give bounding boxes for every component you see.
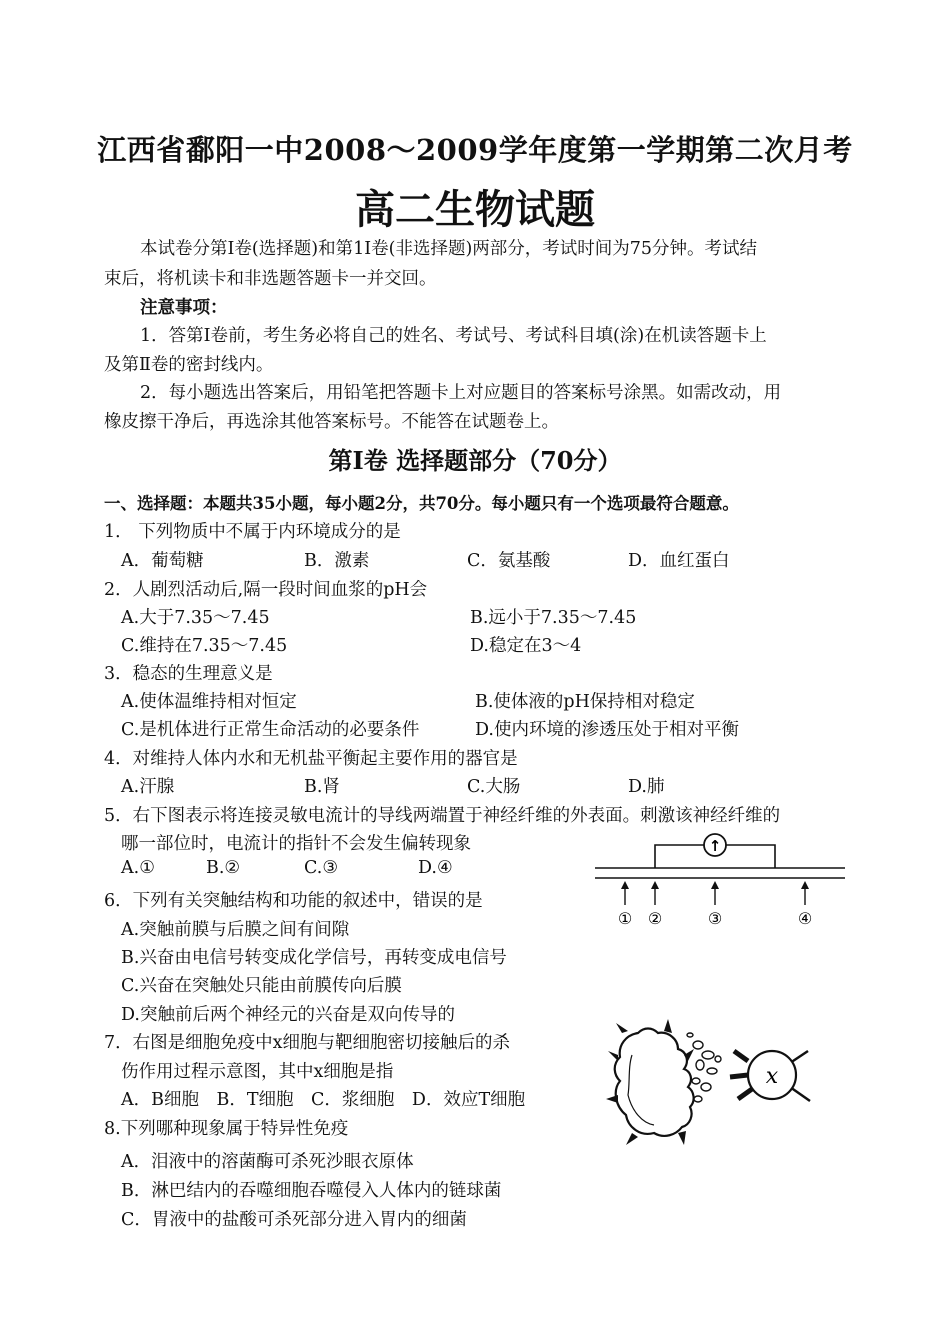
point-label-1: ① <box>617 909 633 928</box>
question-5-stem-line-2: 哪一部位时，电流计的指针不会发生偏转现象 <box>121 834 471 854</box>
question-6-option-a: A.突触前膜与后膜之间有间隙 <box>121 920 350 940</box>
question-6-option-d: D.突触前后两个神经元的兴奋是双向传导的 <box>121 1005 455 1025</box>
question-7-stem-line-2: 伤作用过程示意图，其中x细胞是指 <box>121 1062 394 1082</box>
point-label-3: ③ <box>707 909 723 928</box>
question-1-option-a: A．葡萄糖 <box>121 551 204 571</box>
question-4-option-c: C.大肠 <box>467 777 521 797</box>
x-cell-label: x <box>765 1064 779 1089</box>
question-4-option-b: B.肾 <box>304 777 340 797</box>
question-3-option-b: B.使体液的pH保持相对稳定 <box>475 692 695 712</box>
note-1-line-1: 1．答第Ⅰ卷前，考生务必将自己的姓名、考试号、考试科目填(涂)在机读答题卡上 <box>140 326 767 346</box>
question-4-stem: 4．对维持人体内水和无机盐平衡起主要作用的器官是 <box>104 749 518 769</box>
target-cell <box>615 1029 694 1136</box>
question-5-stem-line-1: 5．右下图表示将连接灵敏电流计的导线两端置于神经纤维的外表面。刺激该神经纤维的 <box>104 806 781 826</box>
question-6-option-c: C.兴奋在突触处只能由前膜传向后膜 <box>121 976 402 996</box>
stimulus-arrow-2 <box>651 881 659 905</box>
exam-subtitle: 高二生物试题 <box>355 187 595 233</box>
galvanometer-needle-icon: ↑ <box>708 837 722 855</box>
nerve-fiber-diagram <box>590 825 850 935</box>
intro-line-2: 束后，将机读卡和非选题答题卡一并交回。 <box>104 269 437 289</box>
point-label-4: ④ <box>797 909 813 928</box>
note-2-line-2: 橡皮擦干净后，再选涂其他答案标号。不能答在试题卷上。 <box>104 412 559 432</box>
question-2-option-d: D.稳定在3～4 <box>470 636 582 656</box>
question-4-option-d: D.肺 <box>628 777 665 797</box>
question-2-stem: 2．人剧烈活动后,隔一段时间血浆的pH会 <box>104 580 428 600</box>
question-3-stem: 3．稳态的生理意义是 <box>104 664 273 684</box>
question-1-stem: 1． 下列物质中不属于内环境成分的是 <box>104 522 401 542</box>
intro-line-1: 本试卷分第Ⅰ卷(选择题)和第1I卷(非选择题)两部分，考试时间为75分钟。考试结 <box>140 239 758 259</box>
question-1-option-d: D．血红蛋白 <box>628 551 730 571</box>
point-label-2: ② <box>647 909 663 928</box>
stimulus-arrow-1 <box>621 881 629 905</box>
question-1-option-b: B．激素 <box>304 551 370 571</box>
question-8-option-c: C．胃液中的盐酸可杀死部分进入胃内的细菌 <box>121 1210 467 1230</box>
question-8-option-a: A．泪液中的溶菌酶可杀死沙眼衣原体 <box>121 1152 414 1172</box>
x-cell <box>730 1051 810 1101</box>
question-6-stem: 6．下列有关突触结构和功能的叙述中，错误的是 <box>104 891 483 911</box>
question-7-options: A．B细胞 B．T细胞 C．浆细胞 D．效应T细胞 <box>121 1090 526 1110</box>
question-3-option-c: C.是机体进行正常生命活动的必要条件 <box>121 720 420 740</box>
note-2-line-1: 2．每小题选出答案后，用铅笔把答题卡上对应题目的答案标号涂黑。如需改动，用 <box>140 383 782 403</box>
question-8-stem: 8.下列哪种现象属于特异性免疫 <box>104 1119 349 1139</box>
question-2-option-c: C.维持在7.35～7.45 <box>121 636 288 656</box>
question-2-option-b: B.远小于7.35～7.45 <box>470 608 637 628</box>
exam-title: 江西省鄱阳一中2008～2009学年度第一学期第二次月考 <box>97 133 853 167</box>
cell-immunity-diagram <box>598 1015 838 1150</box>
question-7-stem-line-1: 7．右图是细胞免疫中x细胞与靶细胞密切接触后的杀 <box>104 1033 511 1053</box>
stimulus-arrow-3 <box>711 881 719 905</box>
question-8-option-b: B．淋巴结内的吞噬细胞吞噬侵入人体内的链球菌 <box>121 1181 502 1201</box>
stimulus-arrow-4 <box>801 881 809 905</box>
section-title: 第Ⅰ卷 选择题部分（70分） <box>328 446 622 475</box>
question-2-option-a: A.大于7.35～7.45 <box>121 608 270 628</box>
question-5-option-a: A.① <box>121 858 155 878</box>
part-heading: 一、选择题：本题共35小题，每小题2分，共70分。每小题只有一个选项最符合题意。 <box>104 494 739 513</box>
question-4-option-a: A.汗腺 <box>121 777 175 797</box>
notes-heading: 注意事项： <box>140 298 228 318</box>
note-1-line-2: 及第Ⅱ卷的密封线内。 <box>104 355 274 375</box>
question-3-option-d: D.使内环境的渗透压处于相对平衡 <box>475 720 739 740</box>
question-5-option-b: B.② <box>206 858 241 878</box>
question-5-option-d: D.④ <box>418 858 453 878</box>
question-5-option-c: C.③ <box>304 858 339 878</box>
question-6-option-b: B.兴奋由电信号转变成化学信号，再转变成电信号 <box>121 948 507 968</box>
question-3-option-a: A.使体温维持相对恒定 <box>121 692 297 712</box>
question-1-option-c: C．氨基酸 <box>467 551 551 571</box>
